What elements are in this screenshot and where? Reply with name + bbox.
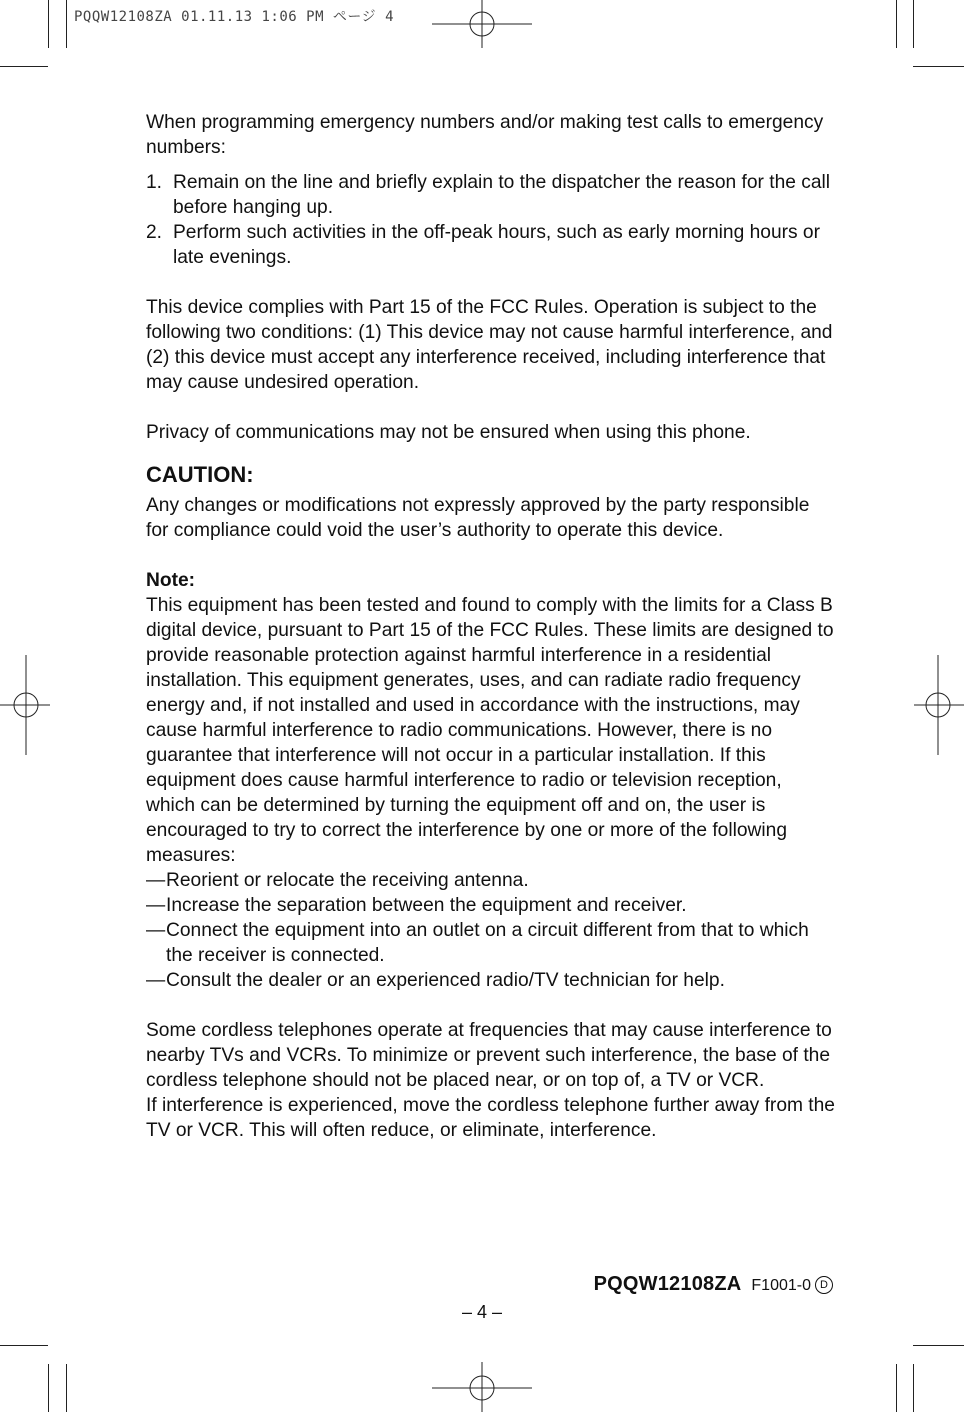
emergency-steps-list: [146, 170, 836, 270]
dash-bullet: —: [146, 970, 166, 991]
footer-code: [594, 1273, 833, 1296]
measure-text: Consult the dealer or an experienced radio/TV technician for help.: [166, 970, 725, 991]
crop-mark: [66, 1364, 67, 1412]
dash-bullet: —: [146, 870, 166, 891]
measure-text: Increase the separation between the equipment and receiver.: [166, 895, 687, 916]
privacy-paragraph: Privacy of communications may not be ensured when using this phone.: [146, 422, 751, 443]
caution-paragraph: Any changes or modifications not expressly approved by the party responsible for compliance could void the user’s authority to operate this device.: [146, 495, 810, 541]
print-slug: PQQW12108ZA 01.11.13 1:06 PM ページ 4: [74, 9, 395, 25]
crop-mark: [0, 66, 48, 67]
document-body: [146, 110, 836, 1143]
crop-mark: [913, 1364, 914, 1412]
list-item: [146, 220, 836, 270]
list-item: [146, 170, 836, 220]
crop-mark: [66, 0, 67, 48]
dash-bullet: —: [146, 920, 166, 941]
cordless-paragraph: Some cordless telephones operate at frequencies that may cause interference to nearby TVs and VCRs. To minimize or prevent such interference, the base of the cordless telephone should not be placed near, or on top of, a TV or VCR.: [146, 1020, 832, 1091]
crop-mark: [913, 66, 964, 67]
list-item-text: Remain on the line and briefly explain to the dispatcher the reason for the call before hanging up.: [173, 172, 831, 218]
registration-mark-left: [0, 655, 50, 755]
crop-mark: [913, 1345, 964, 1346]
registration-mark-right: [914, 655, 964, 755]
crop-mark: [896, 1364, 897, 1412]
dash-bullet: —: [146, 895, 166, 916]
fcc-compliance-paragraph: This device complies with Part 15 of the FCC Rules. Operation is subject to the following two conditions: (1) This device may not cause harmful interference, and (2) this device must accept any interference received, including interference that may cause undesired operation.: [146, 297, 833, 393]
measure-text: Reorient or relocate the receiving antenna.: [166, 870, 529, 891]
crop-mark: [48, 0, 49, 48]
list-item: [146, 918, 836, 968]
caution-heading: CAUTION:: [146, 462, 254, 487]
intro-paragraph: When programming emergency numbers and/or making test calls to emergency numbers:: [146, 112, 824, 158]
sub-code: F1001-0: [751, 1277, 811, 1294]
measure-text: Connect the equipment into an outlet on a circuit different from that to which the receiver is connected.: [166, 920, 809, 966]
crop-mark: [0, 1345, 48, 1346]
crop-mark: [896, 0, 897, 48]
cordless-paragraph-2: If interference is experienced, move the cordless telephone further away from the TV or VCR. This will often reduce, or eliminate, interference.: [146, 1095, 835, 1141]
registration-mark-bottom: [432, 1362, 532, 1412]
region-mark: D: [815, 1276, 833, 1294]
list-item: [146, 893, 836, 918]
page-number: – 4 –: [461, 1302, 503, 1322]
list-item: [146, 968, 836, 993]
note-heading: Note:: [146, 570, 196, 591]
list-item-number: 2.: [146, 222, 163, 243]
measures-list: [146, 868, 836, 993]
model-code: PQQW12108ZA: [593, 1273, 742, 1295]
registration-mark-top: [432, 0, 532, 50]
crop-mark: [913, 0, 914, 48]
crop-mark: [48, 1364, 49, 1412]
list-item-number: 1.: [146, 172, 163, 193]
list-item-text: Perform such activities in the off-peak hours, such as early morning hours or late evenings.: [173, 222, 820, 268]
note-paragraph: This equipment has been tested and found to comply with the limits for a Class B digital device, pursuant to Part 15 of the FCC Rules. These limits are designed to provide reasonable protection against harmful interference in a residential installation. This equipment generates, uses, and can radiate radio frequency energy and, if not installed and used in accordance with the instructions, may cause harmful interference to radio communications. However, there is no guarantee that interference will not occur in a particular installation. If this equipment does cause harmful interference to radio or television reception, which can be determined by turning the equipment off and on, the user is encouraged to try to correct the interference by one or more of the following measures:: [146, 595, 834, 866]
list-item: [146, 868, 836, 893]
